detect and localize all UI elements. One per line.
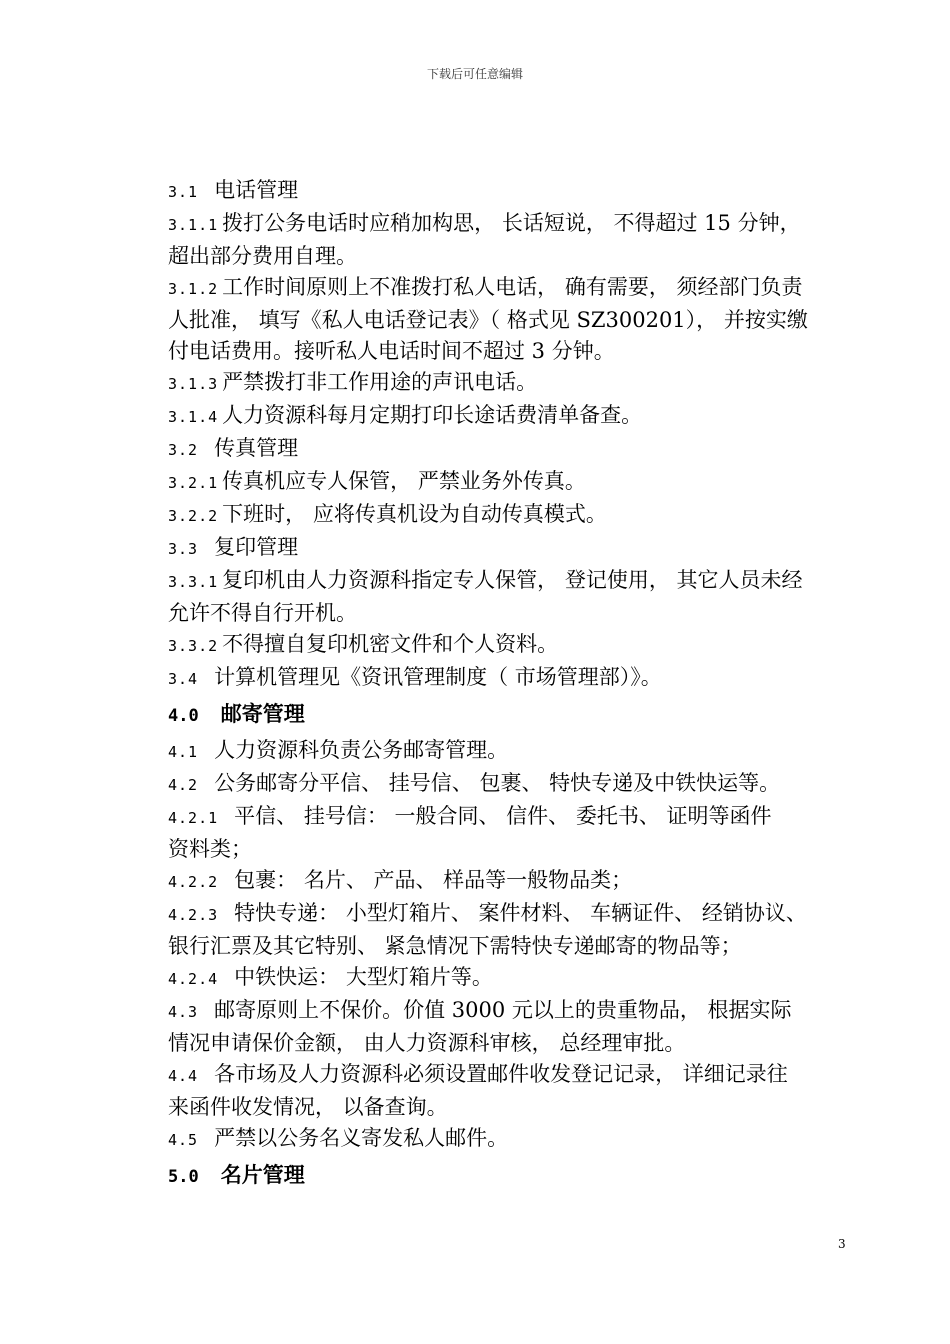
clause-text: 人批准， 填写《私人电话登记表》（ 格式见 SZ300201）， 并按实缴	[168, 308, 808, 332]
paragraph-line	[168, 272, 868, 305]
clause-text: 严禁拨打非工作用途的声讯电话。	[222, 370, 538, 394]
paragraph-line	[168, 1059, 868, 1092]
clause-number: 3.2.1	[168, 474, 219, 492]
clause-text: 平信、 挂号信： 一般合同、 信件、 委托书、 证明等函件	[234, 804, 772, 828]
clause-number: 3.2.2	[168, 507, 219, 525]
clause-number: 3.3.1	[168, 573, 219, 591]
paragraph-line	[168, 532, 868, 565]
document-body	[168, 175, 868, 1196]
clause-number: 3.1.3	[168, 375, 219, 393]
clause-number: 4.1	[168, 743, 199, 761]
clause-number: 3.1.2	[168, 280, 219, 298]
paragraph-line	[168, 367, 868, 400]
paragraph-line	[168, 336, 868, 367]
paragraph-line	[168, 175, 868, 208]
paragraph-line	[168, 865, 868, 898]
clause-number: 4.2.1	[168, 809, 219, 827]
page-number: 3	[838, 1237, 846, 1251]
paragraph-line	[168, 931, 868, 962]
clause-text: 电话管理	[214, 178, 299, 202]
clause-text: 复印机由人力资源科指定专人保管， 登记使用， 其它人员未经	[222, 568, 803, 592]
clause-number: 4.2.4	[168, 970, 219, 988]
page-header: 下载后可任意编辑	[426, 67, 523, 81]
paragraph-line	[168, 768, 868, 801]
clause-text: 公务邮寄分平信、 挂号信、 包裹、 特快专递及中铁快运等。	[214, 771, 781, 795]
clause-number: 3.1.1	[168, 216, 219, 234]
paragraph-line	[168, 735, 868, 768]
paragraph-line	[168, 662, 868, 695]
clause-text: 银行汇票及其它特别、 紧急情况下需特快专递邮寄的物品等；	[168, 934, 742, 958]
section-title: 邮寄管理	[220, 701, 305, 726]
clause-text: 传真管理	[214, 436, 299, 460]
clause-text: 超出部分费用自理。	[168, 244, 357, 268]
paragraph-line	[168, 499, 868, 532]
paragraph-line	[168, 1123, 868, 1156]
clause-number: 3.1.4	[168, 408, 219, 426]
paragraph-line	[168, 466, 868, 499]
clause-text: 中铁快运： 大型灯箱片等。	[234, 965, 493, 989]
clause-text: 计算机管理见《资讯管理制度（ 市场管理部）》。	[214, 665, 662, 689]
paragraph-line	[168, 1092, 868, 1123]
clause-number: 4.2.2	[168, 873, 219, 891]
paragraph-line	[168, 962, 868, 995]
clause-text: 资料类；	[168, 837, 252, 861]
section-heading	[168, 1159, 868, 1193]
clause-number: 3.3	[168, 540, 199, 558]
paragraph-line	[168, 598, 868, 629]
paragraph-line	[168, 400, 868, 433]
clause-text: 不得擅自复印机密文件和个人资料。	[222, 632, 559, 656]
clause-number: 4.3	[168, 1003, 199, 1021]
clause-number: 3.4	[168, 670, 199, 688]
clause-text: 包裹： 名片、 产品、 样品等一般物品类；	[234, 868, 633, 892]
clause-text: 付电话费用。接听私人电话时间不超过 3 分钟。	[168, 339, 615, 363]
clause-text: 严禁以公务名义寄发私人邮件。	[214, 1126, 509, 1150]
clause-text: 人力资源科负责公务邮寄管理。	[214, 738, 509, 762]
clause-text: 人力资源科每月定期打印长途话费清单备查。	[222, 403, 643, 427]
clause-number: 4.4	[168, 1067, 199, 1085]
paragraph-line	[168, 1028, 868, 1059]
paragraph-line	[168, 629, 868, 662]
clause-text: 邮寄原则上不保价。价值 3000 元以上的贵重物品， 根据实际	[214, 998, 792, 1022]
paragraph-line	[168, 241, 868, 272]
section-title: 名片管理	[220, 1162, 305, 1187]
paragraph-line	[168, 801, 868, 834]
clause-number: 4.2.3	[168, 906, 219, 924]
section-number: 4.0	[168, 706, 199, 726]
clause-number: 3.2	[168, 441, 199, 459]
paragraph-line	[168, 995, 868, 1028]
paragraph-line	[168, 305, 868, 336]
clause-text: 复印管理	[214, 535, 299, 559]
clause-text: 拨打公务电话时应稍加构思， 长话短说， 不得超过 15 分钟，	[222, 211, 801, 235]
clause-text: 下班时， 应将传真机设为自动传真模式。	[222, 502, 607, 526]
clause-text: 特快专递： 小型灯箱片、 案件材料、 车辆证件、 经销协议、	[234, 901, 807, 925]
section-number: 5.0	[168, 1167, 199, 1187]
clause-text: 情况申请保价金额， 由人力资源科审核， 总经理审批。	[168, 1031, 686, 1055]
paragraph-line	[168, 565, 868, 598]
paragraph-line	[168, 834, 868, 865]
clause-text: 传真机应专人保管， 严禁业务外传真。	[222, 469, 586, 493]
paragraph-line	[168, 898, 868, 931]
paragraph-line	[168, 433, 868, 466]
clause-number: 4.2	[168, 776, 199, 794]
clause-text: 工作时间原则上不准拨打私人电话， 确有需要， 须经部门负责	[222, 275, 803, 299]
clause-number: 3.1	[168, 183, 199, 201]
clause-number: 4.5	[168, 1131, 199, 1149]
clause-number: 3.3.2	[168, 637, 219, 655]
section-heading	[168, 698, 868, 732]
clause-text: 各市场及人力资源科必须设置邮件收发登记记录， 详细记录往	[214, 1062, 788, 1086]
clause-text: 来函件收发情况， 以备查询。	[168, 1095, 448, 1119]
clause-text: 允许不得自行开机。	[168, 601, 357, 625]
paragraph-line	[168, 208, 868, 241]
